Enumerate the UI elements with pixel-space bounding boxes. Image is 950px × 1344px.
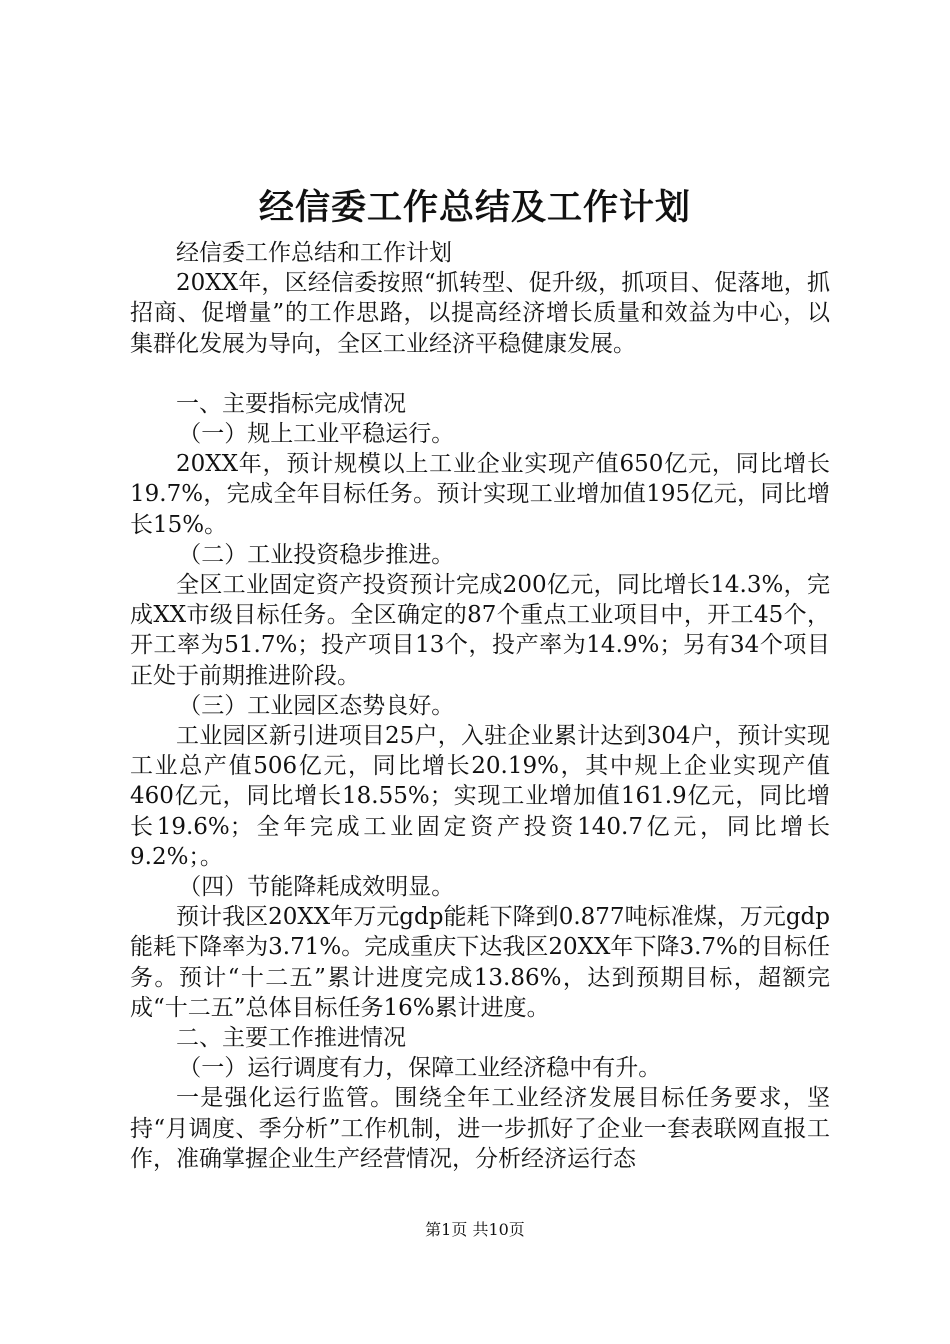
body-paragraph-2-1: 一是强化运行监管。围绕全年工业经济发展目标任务要求，坚持“月调度、季分析”工作机制，进一步抓好了企业一套表联网直报工作，准确掌握企业生产经营情况，分析经济运行态 [130,1085,830,1172]
subsection-heading-2-1: （一）运行调度有力，保障工业经济稳中有升。 [178,1055,662,1082]
document-body [130,238,830,1174]
section-heading-2: 二、主要工作推进情况 [176,1025,406,1052]
body-paragraph-1-1: 20XX年，预计规模以上工业企业实现产值650亿元，同比增长19.7%，完成全年目标任务。预计实现工业增加值195亿元，同比增长15%。 [130,451,830,538]
body-paragraph-1-3: 工业园区新引进项目25户，入驻企业累计达到304户，预计实现工业总产值506亿元，同比增长20.19%，其中规上企业实现产值460亿元，同比增长18.55%；实现工业增加值161.9亿元，同比增长19.6%；全年完成工业固定资产投资140.7亿元，同比增长9.2%；。 [130,723,830,870]
subsection-heading-1-1: （一）规上工业平稳运行。 [178,421,455,448]
subsection-heading-1-2: （二）工业投资稳步推进。 [178,541,455,568]
intro-paragraph: 20XX年，区经信委按照“抓转型、促升级，抓项目、促落地，抓招商、促增量”的工作思路，以提高经济增长质量和效益为中心，以集群化发展为导向，全区工业经济平稳健康发展。 [130,270,830,357]
body-paragraph-1-4: 预计我区20XX年万元gdp能耗下降到0.877吨标准煤，万元gdp能耗下降率为3.71%。完成重庆下达我区20XX年下降3.7%的目标任务。预计“十二五”累计进度完成13.86%，达到预期目标，超额完成“十二五”总体目标任务16%累计进度。 [130,904,830,1021]
subsection-heading-1-4: （四）节能降耗成效明显。 [178,874,455,901]
subsection-heading-1-3: （三）工业园区态势良好。 [178,692,455,719]
subtitle-paragraph: 经信委工作总结和工作计划 [176,240,452,266]
document-title: 经信委工作总结及工作计划 [258,187,691,228]
section-heading-1: 一、主要指标完成情况 [176,390,406,417]
body-paragraph-1-2: 全区工业固定资产投资预计完成200亿元，同比增长14.3%，完成XX市级目标任务。全区确定的87个重点工业项目中，开工45个，开工率为51.7%；投产项目13个，投产率为14.9%；另有34个项目正处于前期推进阶段。 [130,572,830,689]
page-number-footer: 第1页 共10页 [425,1220,525,1239]
